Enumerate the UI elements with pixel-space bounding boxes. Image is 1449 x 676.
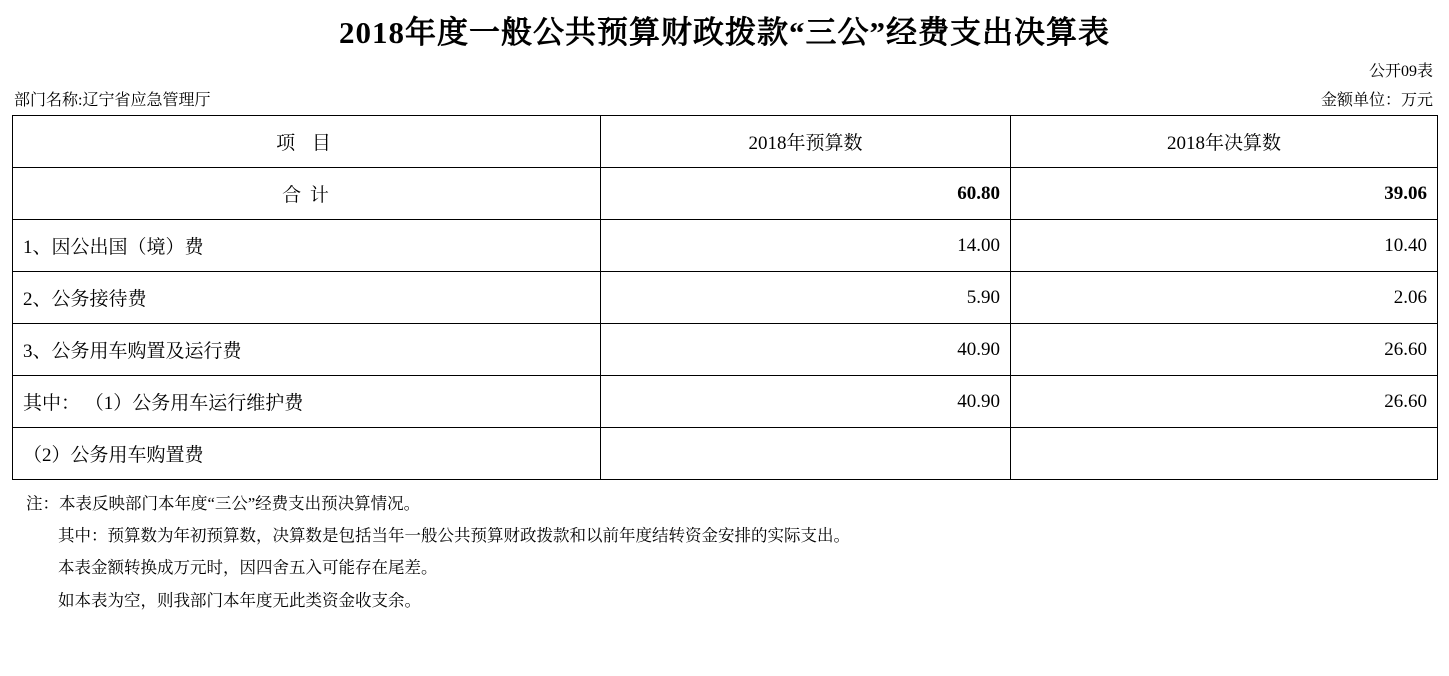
note-line: 如本表为空，则我部门本年度无此类资金收支余。 <box>58 590 421 610</box>
row-final-value <box>1011 428 1438 480</box>
table-row <box>13 220 1438 272</box>
note-line: 注：本表反映部门本年度“三公”经费支出预决算情况。 <box>26 494 421 514</box>
row-budget-value: 14.00 <box>601 220 1011 272</box>
expenditure-table <box>12 115 1438 480</box>
table-row <box>13 272 1438 324</box>
table-row <box>13 324 1438 376</box>
row-label: 2、公务接待费 <box>13 272 601 324</box>
row-label: （2）公务用车购置费 <box>13 428 601 480</box>
table-notes <box>12 488 1437 617</box>
row-final-value: 26.60 <box>1011 324 1438 376</box>
row-final-value: 2.06 <box>1011 272 1438 324</box>
row-budget-value: 5.90 <box>601 272 1011 324</box>
amount-unit: 金额单位：万元 <box>1320 92 1433 110</box>
row-label: 3、公务用车购置及运行费 <box>13 324 601 376</box>
row-final-value: 10.40 <box>1011 220 1438 272</box>
note-line: 其中：预算数为年初预算数，决算数是包括当年一般公共预算财政拨款和以前年度结转资金安排的实际支出。 <box>58 526 850 546</box>
column-header-item: 项 目 <box>13 116 601 168</box>
row-label: 合 计 <box>13 168 601 220</box>
table-row <box>13 376 1438 428</box>
column-header-budget: 2018年预算数 <box>601 116 1011 168</box>
department-name: 部门名称:辽宁省应急管理厅 <box>14 92 211 110</box>
table-header-row <box>13 116 1438 168</box>
table-row <box>13 168 1438 220</box>
page-title: 2018年度一般公共预算财政拨款“三公”经费支出决算表 <box>339 15 1110 50</box>
row-budget-value <box>601 428 1011 480</box>
note-line: 本表金额转换成万元时，因四舍五入可能存在尾差。 <box>58 558 438 578</box>
row-label: 1、因公出国（境）费 <box>13 220 601 272</box>
sheet-number: 公开09表 <box>1368 62 1433 80</box>
row-budget-value: 60.80 <box>601 168 1011 220</box>
document-page <box>0 12 1449 676</box>
row-final-value: 26.60 <box>1011 376 1438 428</box>
table-row <box>13 428 1438 480</box>
row-final-value: 39.06 <box>1011 168 1438 220</box>
row-label: 其中： （1）公务用车运行维护费 <box>13 376 601 428</box>
meta-row <box>12 87 1437 110</box>
row-budget-value: 40.90 <box>601 376 1011 428</box>
column-header-final: 2018年决算数 <box>1011 116 1438 168</box>
row-budget-value: 40.90 <box>601 324 1011 376</box>
